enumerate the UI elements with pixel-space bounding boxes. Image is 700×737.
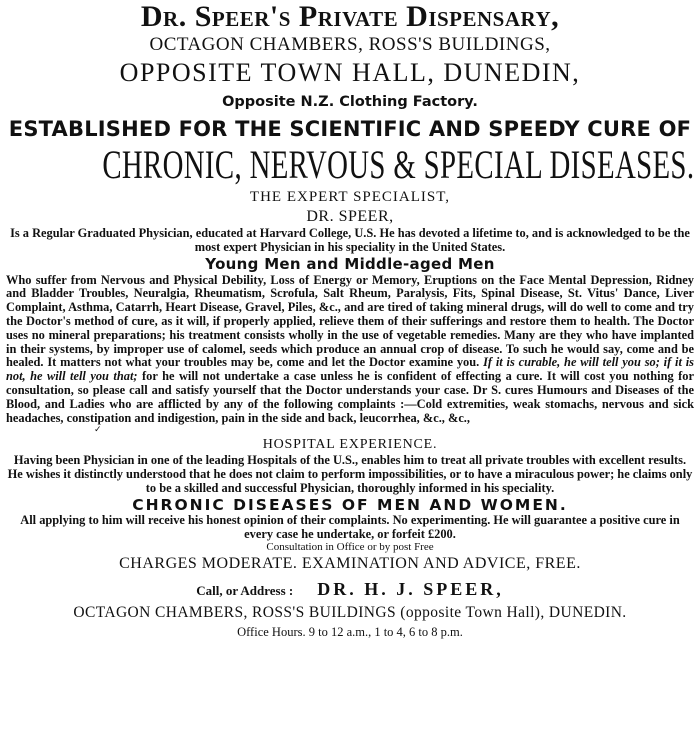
young-men-body-1: Who suffer from Nervous and Physical Debility, Loss of Energy or Memory, Eruptions on the Face Mental Depression, Ridney and Bladder Troubles, Neuralgia, Rheumatism, Scrofula, Salt Rheum, Paralysis, Fits, Spinal Disease, St. Vitus' Dance, Liver Complaint, Asthma, Catarrh, Heart Disease, Gravel, Piles, &c., and are tired of taking mineral drugs, will do well to come and try the Doctor's method of cure, as it will, if properly applied, relieve them of their sufferings and restore them to health. The Doctor uses no mineral preparations; his treatment consists wholly in the use of vegetable remedies. Many are they who have implanted in their systems, by improper use of calomel, seeds which produce an annual crop of disease. To such he would say, come and be healed. It matters not what your troubles may be, come and let the Doctor examine you. — [6, 272, 694, 370]
consultation-line: Consultation in Office or by post Free — [266, 541, 434, 554]
location-line: OPPOSITE TOWN HALL, DUNEDIN, — [119, 58, 581, 87]
diseases-banner-wrap — [6, 143, 694, 187]
young-men-paragraph — [6, 274, 694, 426]
call-label: Call, or Address : — [196, 583, 294, 599]
established-line: ESTABLISHED FOR THE SCIENTIFIC AND SPEEDY CURE OF — [8, 117, 692, 141]
call-row — [6, 577, 694, 603]
chambers-line: OCTAGON CHAMBERS, ROSS'S BUILDINGS, — [149, 34, 551, 55]
diseases-banner: CHRONIC, NERVOUS & SPECIAL DISEASES. — [102, 142, 695, 187]
hospital-heading: HOSPITAL EXPERIENCE. — [262, 437, 438, 453]
doctor-name: DR. SPEER, — [306, 208, 394, 225]
dispensary-title: Dr. Speer's Private Dispensary, — [140, 0, 560, 33]
stray-tick-mark: ✓ — [94, 424, 102, 435]
address-line: OCTAGON CHAMBERS, ROSS'S BUILDINGS (opposite Town Hall), DUNEDIN. — [73, 604, 627, 622]
hospital-paragraph: Having been Physician in one of the leading Hospitals of the U.S., enables him to treat all private troubles with excellent results. He wishes it distinctly understood that he does not claim to perform impossibilities, or to have a miraculous power; he claims only to be a skilled and successful Physician, thoroughly informed in his speciality. — [7, 453, 693, 495]
office-hours: Office Hours. 9 to 12 a.m., 1 to 4, 6 to 8 p.m. — [237, 625, 463, 640]
young-men-heading: Young Men and Middle-aged Men — [205, 254, 495, 273]
specialist-line: THE EXPERT SPECIALIST, — [249, 189, 451, 205]
intro-paragraph: Is a Regular Graduated Physician, educated at Harvard College, U.S. He has devoted a lifetime to, and is acknowledged to be the most expert Physician in his speciality in the United States. — [10, 226, 690, 254]
young-men-italic: If it is curable, he will tell you so; if it is not, he will tell you that; — [6, 355, 694, 384]
chronic-paragraph: All applying to him will receive his honest opinion of their complaints. No experimenting. He will guarantee a positive cure in every case he undertake, or forfeit £200. — [20, 512, 680, 541]
call-name: DR. H. J. SPEER, — [317, 579, 504, 600]
chronic-heading: CHRONIC DISEASES OF MEN AND WOMEN. — [132, 495, 568, 514]
young-men-body-2: for he will not undertake a case unless he is confident of effecting a cure. It will cost you nothing for consultation, so please call and satisfy yourself that the Doctor understands your case. Dr S. cures Humours and Diseases of the Blood, and Ladies who are afflicted by any of the following complaints :—Cold extremities, weak stomachs, nervous and sick headaches, constipation and indigestion, pain in the side and back, leucorrhea, &c., &c., — [6, 369, 694, 425]
landmark-line: Opposite N.Z. Clothing Factory. — [222, 94, 478, 110]
charges-line: CHARGES MODERATE. EXAMINATION AND ADVICE, FREE. — [119, 555, 581, 573]
